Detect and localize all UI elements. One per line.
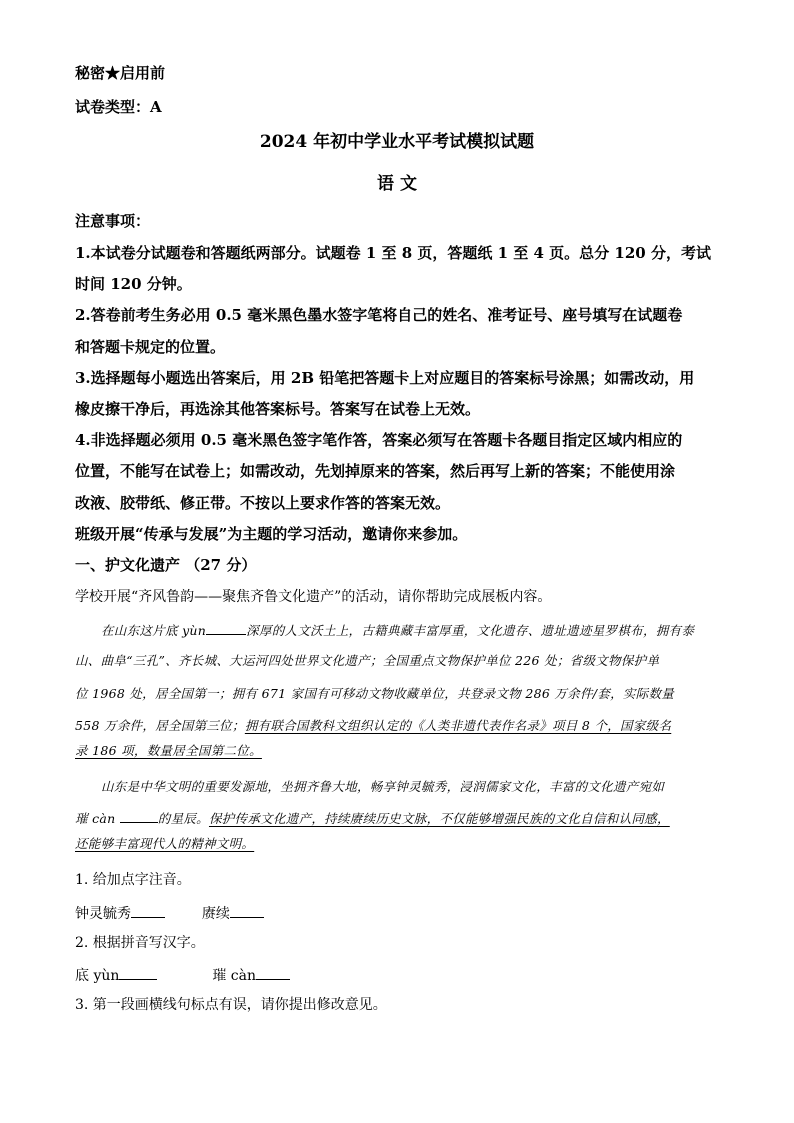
underlined-sentence-end: 还能够丰富现代人的精神文明。 — [75, 836, 255, 851]
note-4-line-2: 位置，不能写在试卷上；如需改动，先划掉原来的答案，然后再写上新的答案；不能使用涂 — [75, 462, 676, 480]
question-1-item-a: 钟灵毓秀 — [75, 906, 131, 922]
answer-blank — [230, 905, 264, 918]
note-2-line-2: 和答题卡规定的位置。 — [75, 338, 226, 356]
passage-text: 深厚的人文沃土上，古籍典藏丰富厚重，文化遗存、遗址遗迹星罗棋布，拥有泰 — [246, 623, 695, 638]
passage-p2-line-2 — [75, 810, 670, 826]
note-1-line-2: 时间 120 分钟。 — [75, 275, 192, 293]
question-2: 2. 根据拼音写汉字。 — [75, 935, 205, 951]
page-title: 2024 年初中学业水平考试模拟试题 — [259, 132, 535, 152]
activity-intro: 班级开展“传承与发展”为主题的学习活动，邀请你来参加。 — [75, 525, 468, 543]
passage-p1-line-2: 山、曲阜“三孔”、齐长城、大运河四处世界文化遗产；全国重点文物保护单位 226 处；省级文物保护单 — [75, 653, 660, 668]
paper-type-label: 试卷类型：A — [75, 98, 162, 116]
passage-text: 558 万余件，居全国第三位； — [75, 718, 245, 733]
note-3-line-2: 橡皮擦干净后，再选涂其他答案标号。答案写在试卷上无效。 — [75, 400, 481, 418]
note-2-line-1: 2.答卷前考生务必用 0.5 毫米黑色墨水签字笔将自己的姓名、准考证号、座号填写在试题卷 — [75, 306, 683, 324]
passage-p2-line-1: 山东是中华文明的重要发源地，坐拥齐鲁大地，畅享钟灵毓秀，浸润儒家文化，丰富的文化遗产宛如 — [101, 779, 665, 794]
passage-text: 璀 càn — [75, 811, 120, 826]
underlined-sentence: 拥有联合国教科文组织认定的《人类非遗代表作名录》项目 8 个，国家级名 — [244, 718, 672, 733]
answer-blank — [119, 967, 157, 980]
question-1-items — [75, 905, 264, 921]
answer-blank — [131, 905, 165, 918]
question-1: 1. 给加点字注音。 — [75, 872, 191, 888]
note-4-line-1: 4.非选择题必须用 0.5 毫米黑色签字笔作答，答案必须写在答题卡各题目指定区域内相应的 — [75, 431, 683, 449]
passage-p1-line-3: 位 1968 处，居全国第一；拥有 671 家国有可移动文物收藏单位，共登录文物 286 万余件/套，实际数量 — [75, 686, 675, 701]
answer-blank — [256, 967, 290, 980]
question-1-item-b: 赓续 — [201, 906, 230, 922]
section-1-intro: 学校开展“齐风鲁韵——聚焦齐鲁文化遗产”的活动，请你帮助完成展板内容。 — [75, 589, 552, 605]
note-1-line-1: 1.本试卷分试题卷和答题纸两部分。试题卷 1 至 8 页，答题纸 1 至 4 页。总分 120 分，考试 — [75, 244, 711, 262]
pinyin-blank — [206, 622, 246, 635]
passage-p1-line-4 — [75, 720, 671, 733]
subject-title: 语 文 — [377, 174, 417, 194]
note-4-line-3: 改液、胶带纸、修正带。不按以上要求作答的答案无效。 — [75, 494, 451, 512]
question-2-item-a: 底 yùn — [75, 968, 120, 984]
pinyin-blank — [120, 810, 158, 823]
question-3: 3. 第一段画横线句标点有误，请你提出修改意见。 — [75, 997, 387, 1013]
passage-text: 在山东这片底 yùn — [101, 623, 207, 638]
underlined-sentence-end: 录 186 项，数量居全国第二位。 — [75, 743, 262, 758]
underlined-sentence: 保护传承文化遗产，持续赓续历史文脉，不仅能够增强民族的文化自信和认同感， — [208, 811, 670, 826]
notes-heading: 注意事项： — [75, 212, 151, 230]
question-2-items — [75, 967, 290, 983]
secret-label: 秘密★启用前 — [75, 64, 166, 82]
passage-text: 的星辰。 — [157, 811, 209, 826]
question-2-item-b: 璀 càn — [212, 968, 256, 984]
section-1-heading: 一、护文化遗产 （27 分） — [75, 556, 257, 574]
note-3-line-1: 3.选择题每小题选出答案后，用 2B 铅笔把答题卡上对应题目的答案标号涂黑；如需改动，用 — [75, 369, 695, 387]
passage-p1-line-1 — [101, 622, 694, 638]
